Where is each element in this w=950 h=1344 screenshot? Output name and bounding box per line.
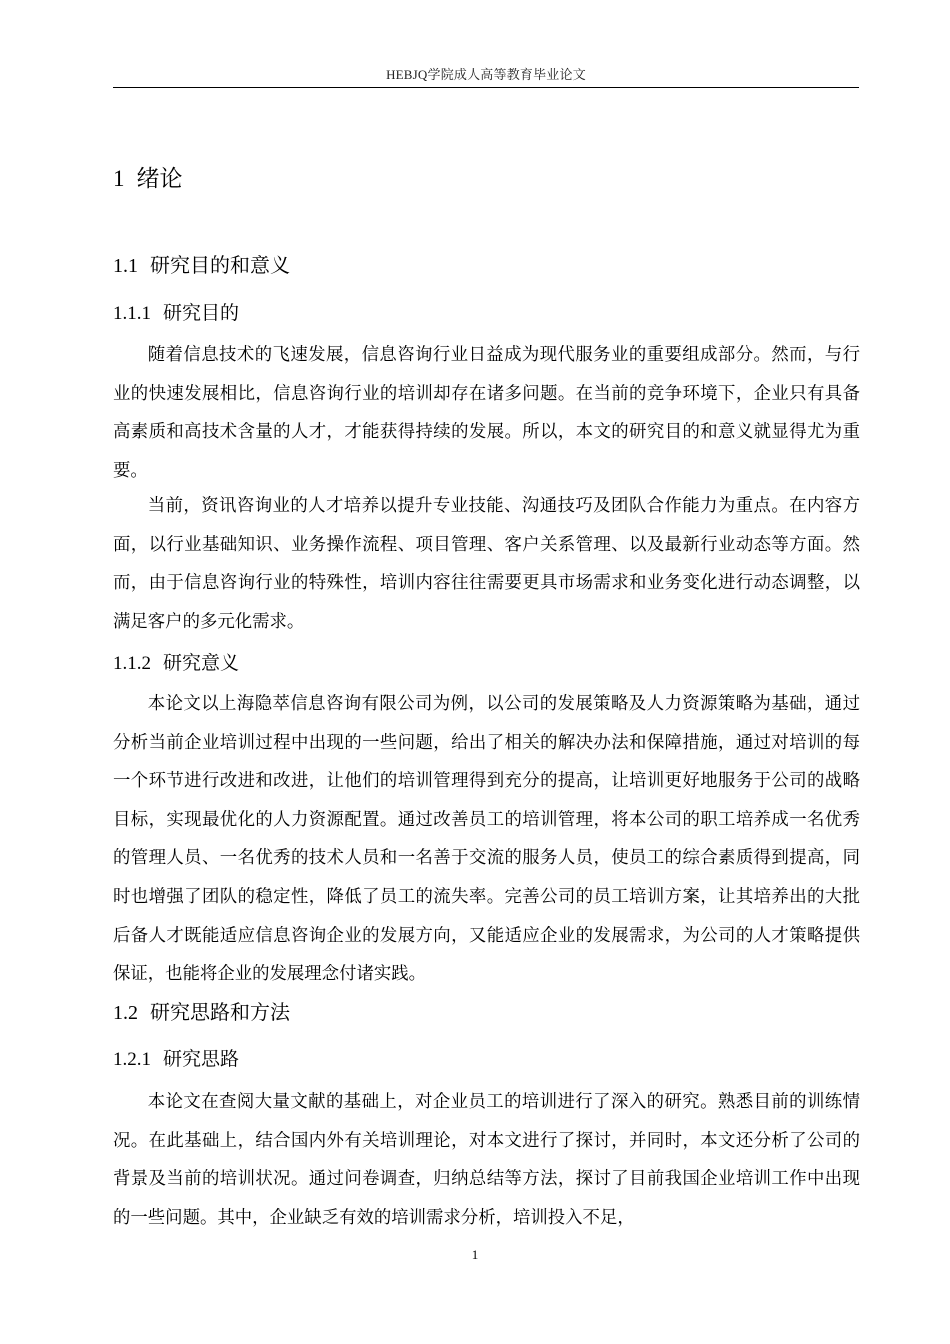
section-title: 研究思路和方法 xyxy=(150,1000,290,1024)
subsection-heading-1-2-1 xyxy=(113,1044,239,1071)
section-number: 1.1 xyxy=(113,255,138,277)
section-heading-1-1 xyxy=(113,249,290,278)
subsection-title: 研究意义 xyxy=(163,652,240,674)
subsection-number: 1.1.2 xyxy=(113,653,151,674)
subsection-number: 1.2.1 xyxy=(113,1049,151,1070)
page-number: 1 xyxy=(471,1247,479,1262)
chapter-title: 绪论 xyxy=(136,166,183,192)
subsection-number: 1.1.1 xyxy=(113,303,151,324)
chapter-number: 1 xyxy=(113,166,125,191)
paragraph: 当前，资讯咨询业的人才培养以提升专业技能、沟通技巧及团队合作能力为重点。在内容方面，以行业基础知识、业务操作流程、项目管理、客户关系管理、以及最新行业动态等方面。然而，由于信息咨询行业的特殊性，培训内容往往需要更具市场需求和业务变化进行动态调整，以满足客户的多元化需求。 xyxy=(113,496,860,632)
header-rule xyxy=(113,87,859,88)
section-heading-1-2 xyxy=(113,996,290,1025)
subsection-title: 研究思路 xyxy=(163,1048,240,1070)
subsection-heading-1-1-2 xyxy=(113,648,239,675)
chapter-heading xyxy=(113,160,183,193)
section-number: 1.2 xyxy=(113,1002,138,1024)
section-title: 研究目的和意义 xyxy=(150,253,290,277)
subsection-title: 研究目的 xyxy=(163,302,240,324)
paragraph: 随着信息技术的飞速发展，信息咨询行业日益成为现代服务业的重要组成部分。然而，与行业的快速发展相比，信息咨询行业的培训却存在诸多问题。在当前的竞争环境下，企业只有具备高素质和高技术含量的人才，才能获得持续的发展。所以，本文的研究目的和意义就显得尤为重要。 xyxy=(113,345,860,481)
running-header: HEBJQ学院成人高等教育毕业论文 xyxy=(386,67,586,82)
subsection-heading-1-1-1 xyxy=(113,298,239,325)
paragraph: 本论文以上海隐萃信息咨询有限公司为例，以公司的发展策略及人力资源策略为基础，通过分析当前企业培训过程中出现的一些问题，给出了相关的解决办法和保障措施，通过对培训的每一个环节进行改进和改进，让他们的培训管理得到充分的提高，让培训更好地服务于公司的战略目标，实现最优化的人力资源配置。通过改善员工的培训管理，将本公司的职工培养成一名优秀的管理人员、一名优秀的技术人员和一名善于交流的服务人员，使员工的综合素质得到提高，同时也增强了团队的稳定性，降低了员工的流失率。完善公司的员工培训方案，让其培养出的大批后备人才既能适应信息咨询企业的发展方向，又能适应企业的发展需求，为公司的人才策略提供保证，也能将企业的发展理念付诸实践。 xyxy=(113,694,860,985)
paragraph: 本论文在查阅大量文献的基础上，对企业员工的培训进行了深入的研究。熟悉目前的训练情况。在此基础上，结合国内外有关培训理论，对本文进行了探讨，并同时，本文还分析了公司的背景及当前的培训状况。通过问卷调查，归纳总结等方法，探讨了目前我国企业培训工作中出现的一些问题。其中，企业缺乏有效的培训需求分析，培训投入不足， xyxy=(113,1092,860,1228)
